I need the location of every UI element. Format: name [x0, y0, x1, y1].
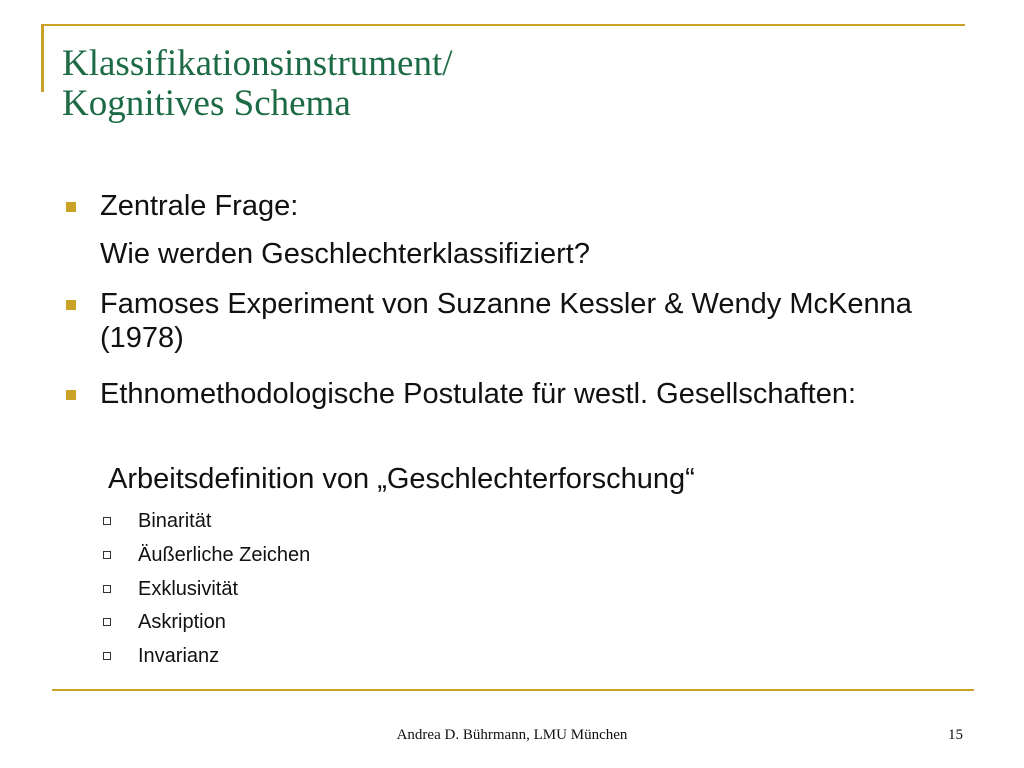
- sub-bullet-text: Äußerliche Zeichen: [138, 544, 311, 566]
- sub-bullet-text: Exklusivität: [138, 578, 239, 600]
- bullet-item-1: [100, 189, 960, 223]
- bullet-subline: Wie werden Geschlechterklassifiziert?: [100, 238, 590, 270]
- bullet-subline: Arbeitsdefinition von „Geschlechterforschung“: [108, 463, 695, 495]
- title-line-1: Klassifikationsinstrument/: [62, 43, 453, 84]
- hollow-square-bullet-icon: [103, 652, 111, 660]
- bullet-text: Famoses Experiment von Suzanne Kessler & Wendy McKenna (1978): [100, 288, 912, 354]
- bullet-item-3: [100, 377, 960, 411]
- sub-bullet-item: [138, 577, 238, 601]
- hollow-square-bullet-icon: [103, 585, 111, 593]
- title-line-2: Kognitives Schema: [62, 83, 351, 124]
- bullet-text: Ethnomethodologische Postulate für westl. Gesellschaften:: [100, 378, 857, 410]
- hollow-square-bullet-icon: [103, 517, 111, 525]
- square-bullet-icon: [66, 300, 76, 310]
- sub-bullet-item: [138, 610, 226, 634]
- sub-bullet-item: [138, 644, 219, 668]
- bullet-text: Zentrale Frage:: [100, 190, 299, 222]
- hollow-square-bullet-icon: [103, 618, 111, 626]
- square-bullet-icon: [66, 390, 76, 400]
- sub-bullet-item: [138, 509, 211, 533]
- footer-author: Andrea D. Bührmann, LMU München: [396, 727, 628, 743]
- hollow-square-bullet-icon: [103, 551, 111, 559]
- sub-bullet-text: Binarität: [138, 510, 212, 532]
- square-bullet-icon: [66, 202, 76, 212]
- sub-bullet-text: Invarianz: [138, 645, 220, 667]
- sub-bullet-item: [138, 543, 310, 567]
- page-number: 15: [948, 727, 963, 743]
- sub-bullet-text: Askription: [138, 611, 226, 633]
- bullet-item-2: [100, 287, 960, 355]
